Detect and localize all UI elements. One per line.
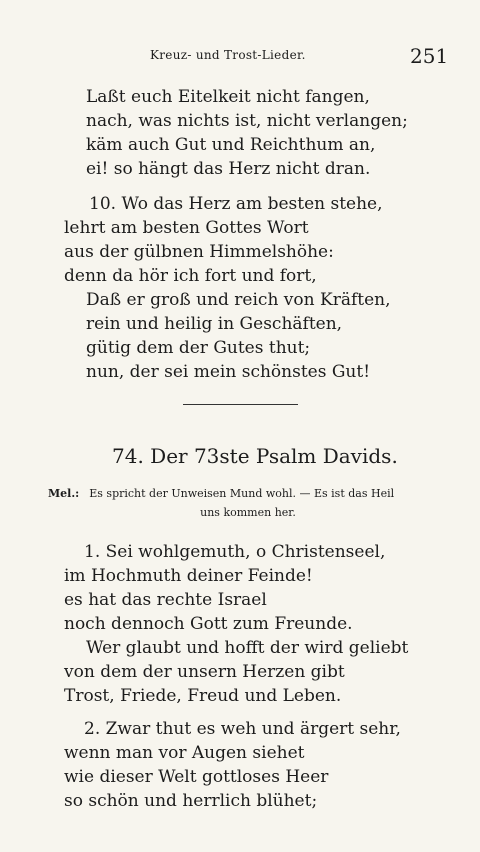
verse-line: nach, was nichts ist, nicht verlangen; [86, 111, 408, 131]
melody-text-line2: uns kommen her. [200, 506, 296, 519]
melody-text-line1: Es spricht der Unweisen Mund wohl. — Es ist das Heil [89, 487, 395, 500]
verse-line: 2. Zwar thut es weh und ärgert sehr, [84, 719, 401, 739]
verse-line: wenn man vor Augen siehet [64, 743, 305, 763]
verse-line: nun, der sei mein schönstes Gut! [86, 362, 371, 382]
verse-line: rein und heilig in Geschäften, [86, 314, 343, 334]
verse-line: denn da hör ich fort und fort, [64, 266, 317, 286]
running-title: Kreuz- und Trost-Lieder. [150, 48, 306, 62]
verse-line: lehrt am besten Gottes Wort [64, 218, 309, 238]
verse-line: im Hochmuth deiner Feinde! [64, 566, 313, 586]
verse-line: wie dieser Welt gottloses Heer [64, 767, 329, 787]
verse-line: Trost, Friede, Freud und Leben. [64, 686, 342, 706]
verse-line: 10. Wo das Herz am besten stehe, [89, 194, 383, 214]
verse-line: Daß er groß und reich von Kräften, [86, 290, 391, 310]
verse-line: Wer glaubt und hofft der wird geliebt [86, 638, 409, 658]
verse-line: noch dennoch Gott zum Freunde. [64, 614, 353, 634]
verse-line: es hat das rechte Israel [64, 590, 267, 610]
hymn-title: 74. Der 73ste Psalm Davids. [112, 444, 398, 468]
verse-line: gütig dem der Gutes thut; [86, 338, 311, 358]
verse-line: von dem der unsern Herzen gibt [64, 662, 345, 682]
verse-line: aus der gülbnen Himmelshöhe: [64, 242, 334, 262]
verse-line: käm auch Gut und Reichthum an, [86, 135, 376, 155]
verse-line: 1. Sei wohlgemuth, o Christenseel, [84, 542, 386, 562]
section-divider [183, 404, 298, 405]
verse-line: so schön und herrlich blühet; [64, 791, 318, 811]
page-number: 251 [410, 44, 449, 68]
melody-label: Mel.: [48, 487, 80, 500]
melody-note [48, 484, 438, 522]
verse-line: ei! so hängt das Herz nicht dran. [86, 159, 371, 179]
page-header [0, 44, 480, 68]
verse-line: Laßt euch Eitelkeit nicht fangen, [86, 87, 370, 107]
